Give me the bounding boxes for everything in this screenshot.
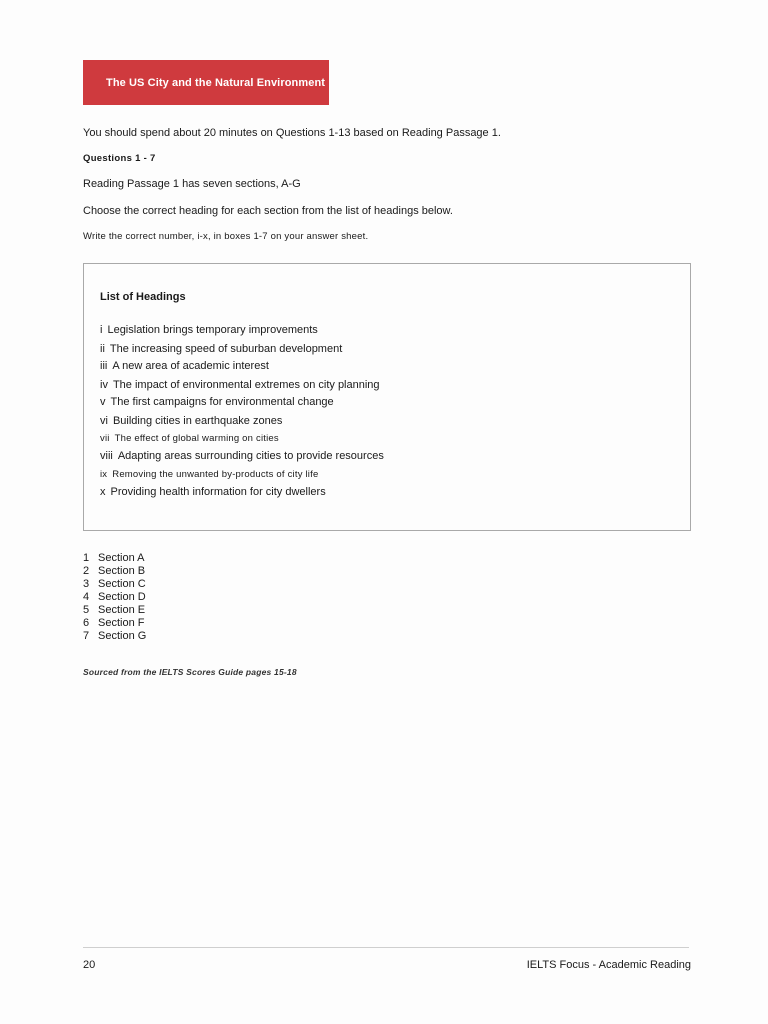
section-row — [83, 578, 146, 591]
source-note: Sourced from the IELTS Scores Guide pages 15-18 — [83, 667, 297, 677]
section-number: 7 — [83, 630, 90, 642]
heading-text: The increasing speed of suburban development — [109, 343, 343, 355]
section-label: Section F — [98, 617, 145, 629]
heading-numeral: ii — [100, 343, 105, 355]
section-row — [83, 565, 146, 578]
heading-item — [100, 450, 384, 462]
heading-item — [100, 469, 318, 480]
section-label: Section E — [98, 604, 146, 616]
section-row — [83, 604, 146, 617]
section-label: Section A — [98, 552, 145, 564]
write-info: Write the correct number, i-x, in boxes 1-7 on your answer sheet. — [83, 231, 369, 242]
footer-title: IELTS Focus - Academic Reading — [526, 959, 691, 971]
section-row — [83, 591, 146, 604]
heading-text: Legislation brings temporary improvements — [107, 324, 318, 336]
heading-numeral: v — [100, 396, 106, 408]
passage-info: Reading Passage 1 has seven sections, A-G — [83, 178, 301, 190]
section-row — [83, 617, 146, 630]
heading-item — [100, 360, 269, 372]
heading-text: Providing health information for city dwellers — [110, 486, 326, 498]
headings-title: List of Headings — [100, 291, 186, 303]
section-number: 6 — [83, 617, 90, 629]
heading-item — [100, 343, 342, 355]
heading-numeral: x — [100, 486, 106, 498]
section-number: 2 — [83, 565, 90, 577]
heading-numeral: vii — [100, 433, 110, 444]
page-title: The US City and the Natural Environment — [106, 76, 326, 89]
section-number: 5 — [83, 604, 90, 616]
section-number: 3 — [83, 578, 90, 590]
heading-numeral: i — [100, 324, 103, 336]
heading-text: The impact of environmental extremes on city planning — [112, 379, 380, 391]
heading-text: Adapting areas surrounding cities to provide resources — [117, 450, 384, 462]
heading-item — [100, 379, 380, 391]
instructions-intro: You should spend about 20 minutes on Questions 1-13 based on Reading Passage 1. — [83, 127, 501, 139]
heading-numeral: viii — [100, 450, 113, 462]
section-number: 1 — [83, 552, 90, 564]
section-row — [83, 552, 146, 565]
section-list — [83, 552, 146, 643]
heading-item — [100, 486, 326, 498]
section-label: Section B — [98, 565, 146, 577]
heading-item — [100, 324, 318, 336]
section-label: Section C — [98, 578, 146, 590]
section-label: Section D — [98, 591, 146, 603]
title-banner — [83, 60, 329, 105]
heading-text: A new area of academic interest — [112, 360, 269, 372]
page-number: 20 — [83, 959, 96, 971]
heading-text: Building cities in earthquake zones — [112, 415, 283, 427]
list-of-headings-box — [83, 263, 691, 531]
choose-info: Choose the correct heading for each section from the list of headings below. — [83, 205, 453, 217]
heading-text: The first campaigns for environmental change — [110, 396, 334, 408]
heading-text: Removing the unwanted by-products of city life — [112, 469, 319, 480]
heading-item — [100, 415, 282, 427]
heading-numeral: iv — [100, 379, 108, 391]
footer-divider — [83, 947, 689, 948]
heading-text: The effect of global warming on cities — [114, 433, 279, 444]
heading-item — [100, 396, 334, 408]
heading-numeral: ix — [100, 469, 108, 480]
heading-numeral: vi — [100, 415, 108, 427]
questions-heading: Questions 1 - 7 — [83, 153, 156, 164]
heading-item — [100, 433, 279, 444]
section-number: 4 — [83, 591, 90, 603]
section-row — [83, 630, 146, 643]
section-label: Section G — [98, 630, 147, 642]
heading-numeral: iii — [100, 360, 108, 372]
